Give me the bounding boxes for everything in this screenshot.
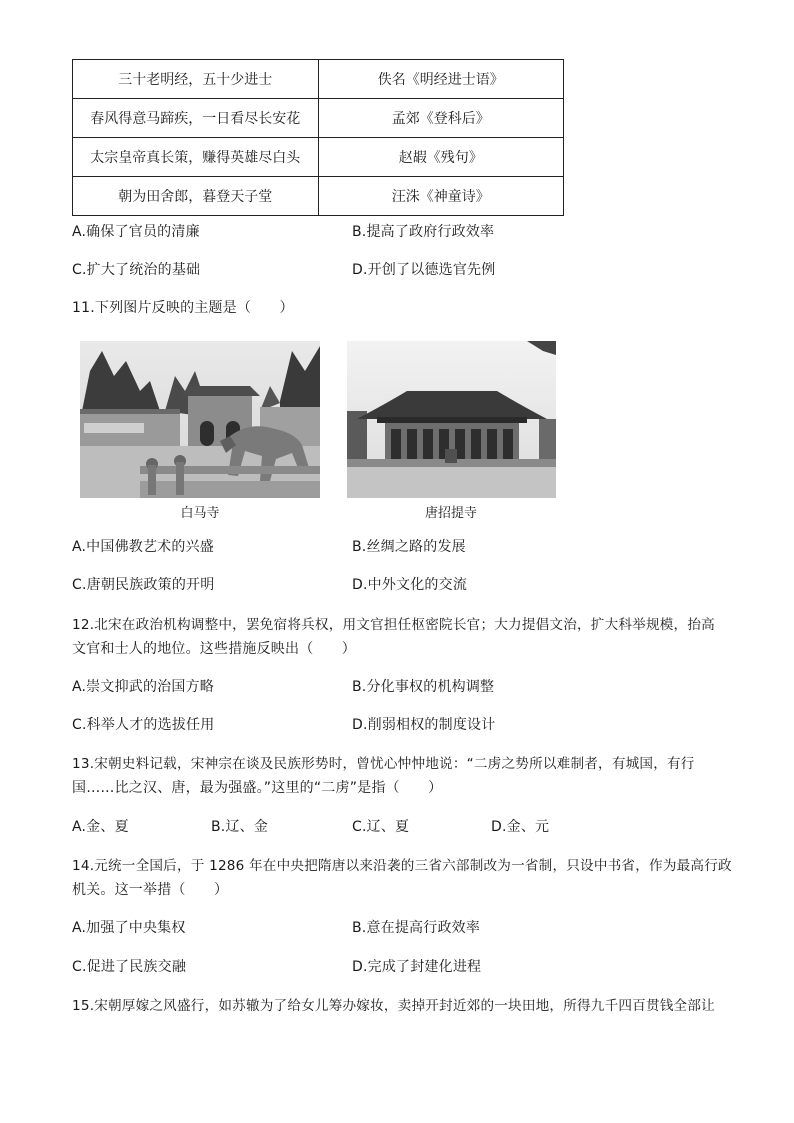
q12-stem-line2: 文官和士人的地位。这些措施反映出（ ） bbox=[72, 641, 356, 657]
q14-option-a: A.加强了中央集权 bbox=[72, 920, 186, 936]
baima-temple-photo bbox=[80, 341, 320, 498]
q10-option-b: B.提高了政府行政效率 bbox=[352, 224, 495, 240]
q12-option-d: D.削弱相权的制度设计 bbox=[352, 717, 496, 733]
q13-option-b: B.辽、金 bbox=[211, 819, 269, 835]
q14-option-b: B.意在提高行政效率 bbox=[352, 920, 481, 936]
table-row bbox=[73, 99, 564, 138]
q14-option-d: D.完成了封建化进程 bbox=[352, 959, 482, 975]
q10-option-a: A.确保了官员的清廉 bbox=[72, 224, 200, 240]
q14-stem-line1: 14.元统一全国后，于 1286 年在中央把隋唐以来沿袭的三省六部制改为一省制，只设中书省，作为最高行政 bbox=[72, 858, 732, 874]
table-cell: 春风得意马蹄疾，一日看尽长安花 bbox=[73, 99, 319, 138]
q13-option-d: D.金、元 bbox=[491, 819, 550, 835]
table-row bbox=[73, 177, 564, 216]
q10-option-d: D.开创了以德选官先例 bbox=[352, 262, 496, 278]
table-cell: 佚名《明经进士语》 bbox=[318, 60, 564, 99]
q13-option-a: A.金、夏 bbox=[72, 819, 129, 835]
q13-stem-line1: 13.宋朝史料记载，宋神宗在谈及民族形势时，曾忧心忡忡地说：“二虏之势所以难制者，有城国，有行 bbox=[72, 756, 695, 772]
table-cell: 汪洙《神童诗》 bbox=[318, 177, 564, 216]
q12-stem-line1: 12.北宋在政治机构调整中，罢免宿将兵权，用文官担任枢密院长官；大力提倡文治，扩大科举规模，抬高 bbox=[72, 617, 715, 633]
q10-option-c: C.扩大了统治的基础 bbox=[72, 262, 201, 278]
q14-stem-line2: 机关。这一举措（ ） bbox=[72, 882, 229, 898]
q12-option-b: B.分化事权的机构调整 bbox=[352, 679, 495, 695]
q11-option-d: D.中外文化的交流 bbox=[352, 577, 468, 593]
photo-caption-tangzhaoti: 唐招提寺 bbox=[424, 506, 477, 521]
q13-stem-line2: 国……比之汉、唐，最为强盛。”这里的“二虏”是指（ ） bbox=[72, 780, 443, 796]
q13-option-c: C.辽、夏 bbox=[352, 819, 410, 835]
table-cell: 孟郊《登科后》 bbox=[318, 99, 564, 138]
q11-option-a: A.中国佛教艺术的兴盛 bbox=[72, 539, 214, 555]
q11-option-b: B.丝绸之路的发展 bbox=[352, 539, 466, 555]
tangzhaoti-temple-photo bbox=[347, 341, 556, 498]
table-row bbox=[73, 138, 564, 177]
table-cell: 三十老明经，五十少进士 bbox=[73, 60, 319, 99]
q11-option-c: C.唐朝民族政策的开明 bbox=[72, 577, 215, 593]
photo-caption-baima: 白马寺 bbox=[180, 506, 220, 521]
table-cell: 太宗皇帝真长策，赚得英雄尽白头 bbox=[73, 138, 319, 177]
q14-option-c: C.促进了民族交融 bbox=[72, 959, 187, 975]
quote-table bbox=[72, 59, 564, 216]
q15-stem-line1: 15.宋朝厚嫁之风盛行，如苏辙为了给女儿筹办嫁妆，卖掉开封近郊的一块田地，所得九千四百贯钱全部让 bbox=[72, 998, 715, 1014]
table-row bbox=[73, 60, 564, 99]
q11-stem: 11.下列图片反映的主题是（ ） bbox=[72, 300, 294, 316]
q12-option-c: C.科举人才的选拔任用 bbox=[72, 717, 215, 733]
table-cell: 赵嘏《残句》 bbox=[318, 138, 564, 177]
table-cell: 朝为田舍郎，暮登天子堂 bbox=[73, 177, 319, 216]
q12-option-a: A.崇文抑武的治国方略 bbox=[72, 679, 214, 695]
